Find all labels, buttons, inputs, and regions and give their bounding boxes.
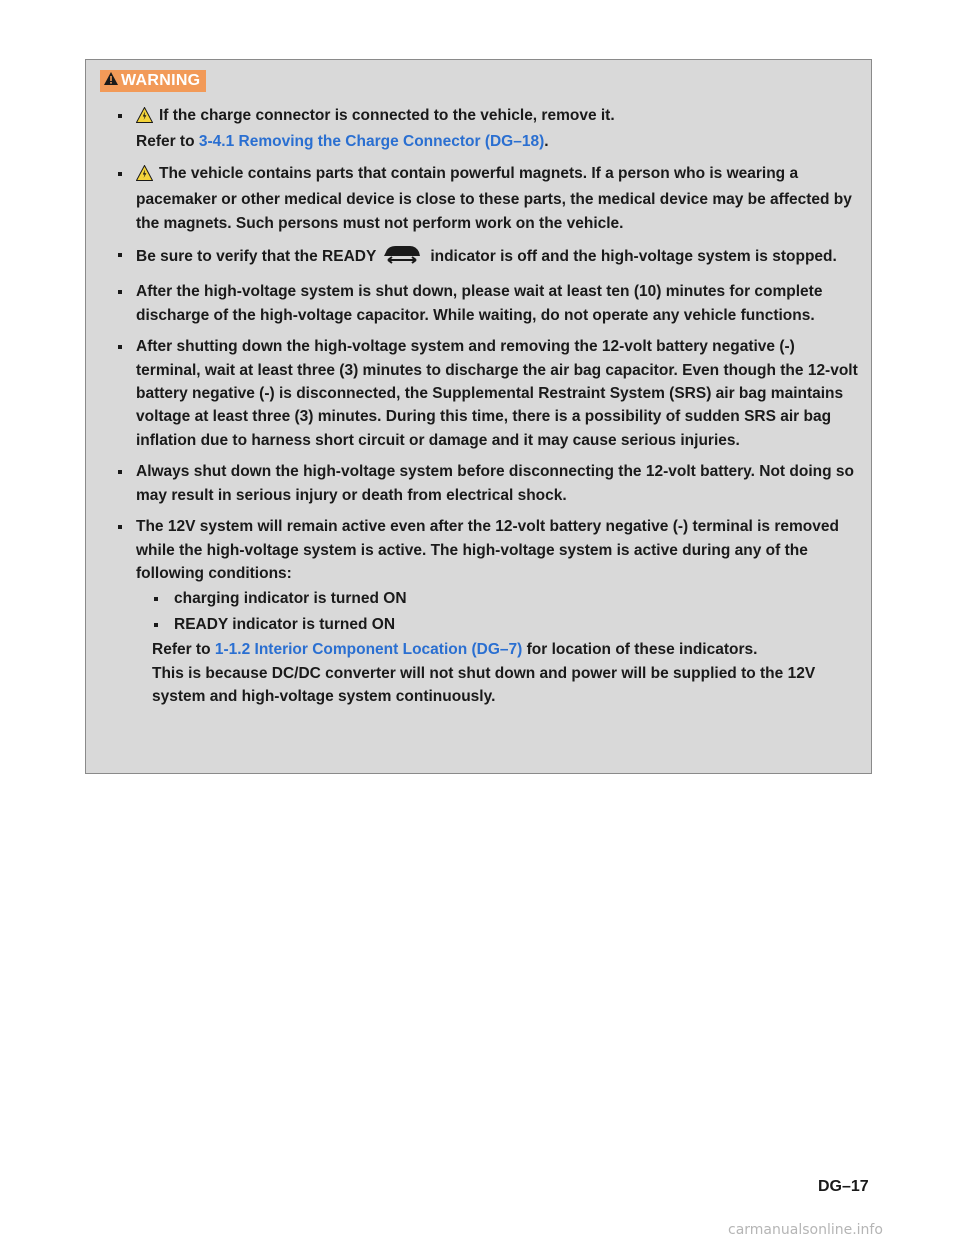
- warning-badge: [100, 70, 206, 92]
- high-voltage-caution-icon: [136, 165, 153, 188]
- list-item: [116, 460, 861, 507]
- item-text: After shutting down the high-voltage system and removing the 12-volt battery negative (-) terminal, wait at least three (3) minutes to discharge the air bag capacitor. Even though the 12-volt battery negative (-) is disconnected, the Supplemental Restraint System (SRS) air bag maintains voltage at least three (3) minutes. During this time, there is a possibility of sudden SRS air bag inflation due to harness short circuit or damage and it may cause serious injuries.: [136, 338, 858, 449]
- item-text: If the charge connector is connected to the vehicle, remove it.: [159, 107, 615, 124]
- warning-list: [116, 104, 861, 716]
- refer-suffix: .: [544, 133, 549, 151]
- item-text: Always shut down the high-voltage system before disconnecting the 12-volt battery. Not doing so may result in serious injury or death from electrical shock.: [136, 463, 854, 504]
- list-item: [116, 515, 861, 708]
- list-item: [116, 335, 861, 452]
- condition-item: READY indicator is turned ON: [152, 613, 861, 636]
- list-item: [116, 280, 861, 327]
- item-text: The vehicle contains parts that contain powerful magnets. If a person who is wearing a pacemaker or other medical device is close to these parts, the medical device may be affected by the magnets. Such persons must not perform work on the vehicle.: [136, 164, 852, 232]
- list-item: [116, 243, 861, 272]
- link-removing-charge-connector[interactable]: 3-4.1 Removing the Charge Connector (DG–18): [198, 133, 545, 151]
- closing-text: This is because DC/DC converter will not shut down and power will be supplied to the 12V system and high-voltage system continuously.: [152, 664, 816, 705]
- warning-triangle-icon: [104, 72, 118, 90]
- warning-label: WARNING: [121, 72, 201, 89]
- condition-list: [136, 587, 861, 636]
- high-voltage-caution-icon: [136, 107, 153, 130]
- condition-item: charging indicator is turned ON: [152, 587, 861, 610]
- ready-indicator-icon: [380, 243, 424, 272]
- warning-box: [85, 59, 872, 774]
- item-text: The 12V system will remain active even after the 12-volt battery negative (-) terminal is removed while the high-voltage system is active. The high-voltage system is active during any of the following conditions:: [136, 518, 839, 582]
- refer-prefix: Refer to: [152, 641, 215, 659]
- item-text: After the high-voltage system is shut down, please wait at least ten (10) minutes for complete discharge of the high-voltage capacitor. While waiting, do not operate any vehicle functions.: [136, 283, 823, 324]
- refer-suffix: for location of these indicators.: [522, 641, 758, 659]
- watermark: carmanualsonline.info: [728, 1222, 883, 1238]
- page-number: DG–17: [818, 1178, 869, 1195]
- list-item: [116, 162, 861, 235]
- list-item: [116, 104, 861, 154]
- refer-prefix: Refer to: [136, 133, 199, 151]
- refer-block: [136, 638, 861, 708]
- item-text-before: Be sure to verify that the READY: [136, 248, 377, 266]
- item-text-after: indicator is off and the high-voltage system is stopped.: [430, 248, 837, 266]
- link-interior-component-location[interactable]: 1-1.2 Interior Component Location (DG–7): [214, 641, 523, 659]
